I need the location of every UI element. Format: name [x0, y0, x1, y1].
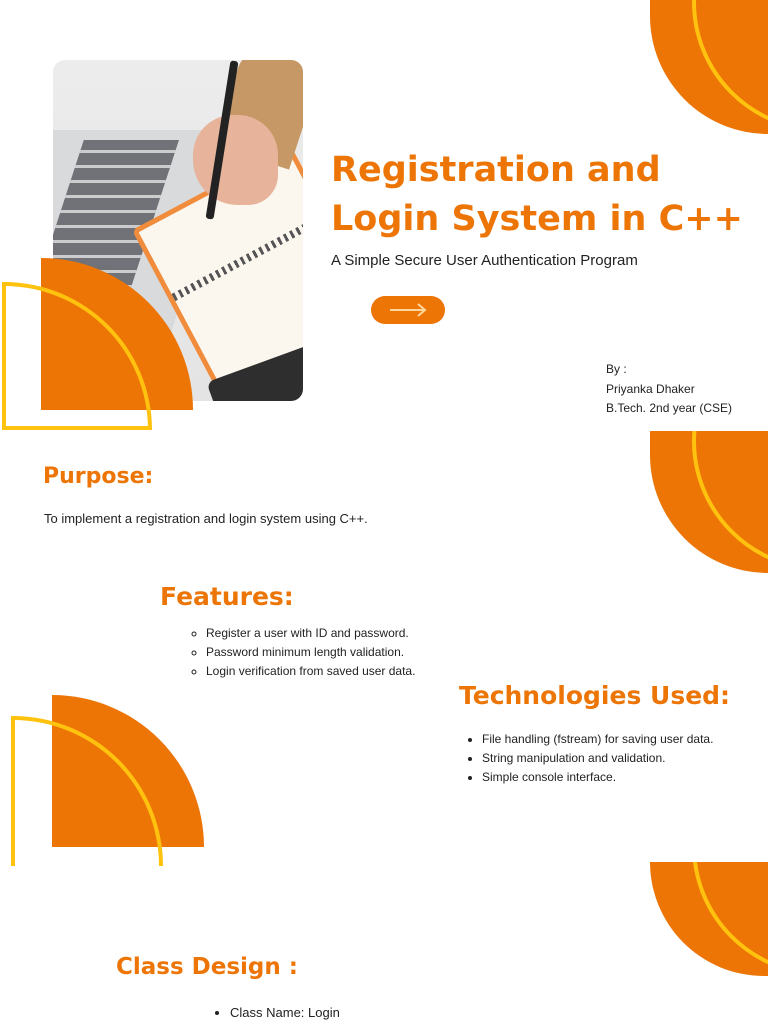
author-block — [606, 360, 732, 419]
title-line-1: Registration and — [331, 150, 661, 190]
features-list — [192, 624, 415, 681]
list-item: ◦ Register a user with ID and password. — [206, 624, 415, 643]
purpose-text: To implement a registration and login system using C++. — [44, 511, 368, 526]
page-subtitle: A Simple Secure User Authentication Program — [331, 252, 638, 269]
list-item: ◦ Password minimum length validation. — [206, 643, 415, 662]
list-item: • File handling (fstream) for saving user data. — [482, 730, 713, 749]
list-item: • String manipulation and validation. — [482, 749, 713, 768]
next-arrow-button[interactable] — [371, 296, 445, 324]
decor-shape-mid-right — [650, 431, 768, 573]
author-name: Priyanka Dhaker — [606, 381, 695, 396]
page-title — [331, 146, 751, 244]
list-item: • Class Name: Login — [230, 1003, 340, 1022]
decor-shape-top-right — [650, 0, 768, 134]
title-line-2: Login System in C++ — [331, 199, 743, 239]
arrow-right-icon — [388, 303, 428, 317]
list-item: ◦ Login verification from saved user data. — [206, 662, 415, 681]
list-item: • Simple console interface. — [482, 768, 713, 787]
decor-shape-bottom-right — [650, 862, 768, 976]
author-by-label: By : — [606, 362, 627, 376]
hand-graphic — [193, 115, 278, 205]
class-design-heading: Class Design : — [116, 954, 298, 980]
technologies-list — [468, 730, 713, 787]
features-heading: Features: — [160, 582, 294, 611]
author-course: B.Tech. 2nd year (CSE) — [606, 401, 733, 415]
technologies-heading: Technologies Used: — [459, 681, 731, 710]
class-design-list — [216, 1003, 340, 1022]
purpose-heading: Purpose: — [43, 464, 154, 489]
